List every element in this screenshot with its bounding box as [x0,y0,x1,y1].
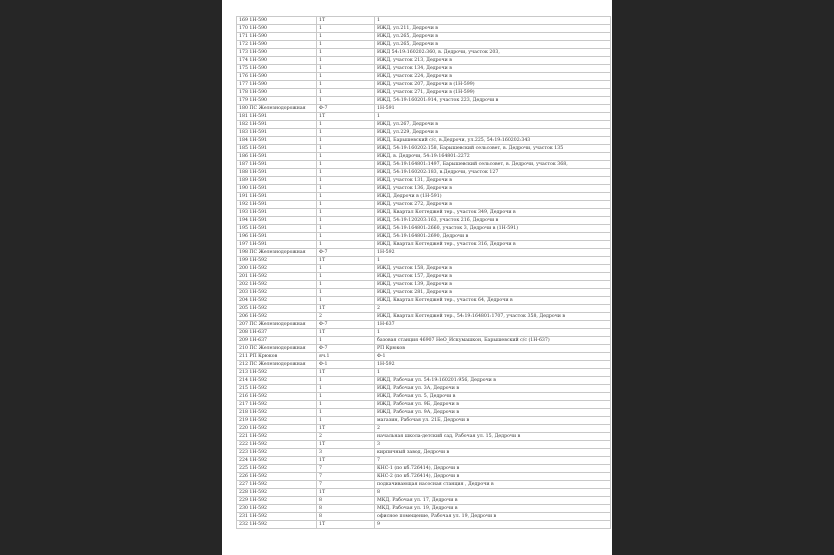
row-code-cell: 1 [317,57,375,65]
table-row [237,209,611,217]
row-id-cell: 175 1Н-590 [237,65,317,73]
table-row [237,81,611,89]
row-description-cell: ИЖД, 54:19:120203:163, участок 216, Дедрочи в [375,217,611,225]
row-code-cell: 1 [317,169,375,177]
table-row [237,401,611,409]
table-row [237,289,611,297]
table-row [237,113,611,121]
row-code-cell: 1 [317,137,375,145]
table-row [237,281,611,289]
table-row [237,417,611,425]
table-row [237,129,611,137]
row-description-cell: ИЖД, Рабочая ул. 5, Дедрочи в [375,393,611,401]
row-id-cell: 176 1Н-590 [237,73,317,81]
table-row [237,17,611,25]
row-code-cell: 1 [317,409,375,417]
table-row [237,233,611,241]
table-row [237,217,611,225]
row-description-cell: ИЖД, ул.265, Дедрочи в [375,41,611,49]
row-id-cell: 210 ПС Железнодорожная [237,345,317,353]
row-code-cell: 1 [317,33,375,41]
row-description-cell: Ф-1 [375,353,611,361]
row-id-cell: 215 1Н-592 [237,385,317,393]
row-code-cell: 1 [317,233,375,241]
table-row [237,33,611,41]
row-code-cell: 8 [317,505,375,513]
table-row [237,465,611,473]
row-id-cell: 229 1Н-592 [237,497,317,505]
row-description-cell: ИЖД, участок 136, Дедрочи в [375,185,611,193]
row-id-cell: 208 1Н-637 [237,329,317,337]
table-row [237,25,611,33]
table-row [237,433,611,441]
row-description-cell: КНС-2 (по кб.726414), Дедрочи в [375,473,611,481]
row-id-cell: 205 1Н-592 [237,305,317,313]
table-row [237,49,611,57]
table-row [237,145,611,153]
row-id-cell: 197 1Н-591 [237,241,317,249]
row-id-cell: 195 1Н-591 [237,225,317,233]
row-code-cell: 1 [317,153,375,161]
row-description-cell: ИЖД, 54:19:160202:183, в.Дедрочи, участок 127 [375,169,611,177]
table-row [237,297,611,305]
table-row [237,305,611,313]
row-code-cell: 1 [317,393,375,401]
row-description-cell: ИЖД, Рабочая ул. 3А, Дедрочи в [375,385,611,393]
row-description-cell: ИЖД, Квартал Коттеджей тер., участок 316, Дедрочи в [375,241,611,249]
row-description-cell: ИЖД, участок 213, Дедрочи в [375,57,611,65]
table-row [237,137,611,145]
row-description-cell: 1 [375,257,611,265]
row-id-cell: 218 1Н-592 [237,409,317,417]
row-id-cell: 206 1Н-592 [237,313,317,321]
row-description-cell: ИЖД, 54:19:160202:158, Барышевский сельсовет, в. Дедрочи, участок 135 [375,145,611,153]
row-id-cell: 228 1Н-592 [237,489,317,497]
row-description-cell: РП Крюков [375,345,611,353]
row-code-cell: 1 [317,49,375,57]
row-code-cell: 1 [317,193,375,201]
row-description-cell: ИЖД, участок 281, Дедрочи в [375,289,611,297]
row-description-cell: ИЖД, Квартал Коттеджей тер., 54:19:164801:1707, участок 358, Дедрочи в [375,313,611,321]
table-row [237,345,611,353]
row-code-cell: 1Т [317,425,375,433]
row-code-cell: 1Т [317,369,375,377]
row-description-cell: ИЖД, 54:19:164801:1497, Барышевский сельсовет, в. Дедрочи, участок 368, [375,161,611,169]
row-description-cell: начальная школа-детский сад, Рабочая ул. 15, Дедрочи в [375,433,611,441]
table-row [237,105,611,113]
row-id-cell: 196 1Н-591 [237,233,317,241]
table-row [237,241,611,249]
row-code-cell: 1 [317,97,375,105]
row-id-cell: 214 1Н-592 [237,377,317,385]
row-code-cell: 1 [317,25,375,33]
row-code-cell: 1Т [317,113,375,121]
table-row [237,473,611,481]
row-code-cell: 1Т [317,457,375,465]
row-description-cell: офисное помещение, Рабочая ул. 19, Дедрочи в [375,513,611,521]
row-code-cell: 1 [317,161,375,169]
row-code-cell: 1 [317,417,375,425]
row-description-cell: ИЖД, участок 131, Дедрочи в [375,177,611,185]
row-code-cell: 1 [317,401,375,409]
table-row [237,353,611,361]
row-description-cell: 1 [375,329,611,337]
row-code-cell: 7 [317,473,375,481]
row-code-cell: 1Т [317,329,375,337]
table-row [237,41,611,49]
row-code-cell: Ф-1 [317,361,375,369]
table-row [237,329,611,337]
table-row [237,361,611,369]
row-description-cell: ИЖД, 54:19:164801:2690, Дедрочи в [375,233,611,241]
row-id-cell: 172 1Н-590 [237,41,317,49]
table-row [237,169,611,177]
row-code-cell: 1Т [317,489,375,497]
row-code-cell: 1 [317,177,375,185]
row-id-cell: 200 1Н-592 [237,265,317,273]
row-id-cell: 183 1Н-591 [237,129,317,137]
table-row [237,489,611,497]
row-description-cell: ИЖД, 54:19:164801:2660, участок 3, Дедрочи в (1Н-591) [375,225,611,233]
table-row [237,73,611,81]
row-description-cell: кирпичный завод, Дедрочи в [375,449,611,457]
row-description-cell: ИЖД, Квартал Коттеджей тер., участок 64, Дедрочи в [375,297,611,305]
row-code-cell: 1 [317,385,375,393]
table-row [237,425,611,433]
row-description-cell: 8 [375,489,611,497]
row-description-cell: ИЖД, участок 134, Дедрочи в [375,65,611,73]
row-description-cell: МКД, Рабочая ул. 17, Дедрочи в [375,497,611,505]
row-description-cell: ИЖД, участок 139, Дедрочи в [375,281,611,289]
row-code-cell: 1 [317,289,375,297]
table-row [237,97,611,105]
table-row [237,225,611,233]
row-description-cell: ИЖД, участок 157, Дедрочи в [375,273,611,281]
row-code-cell: 1Т [317,441,375,449]
table-row [237,369,611,377]
row-description-cell: ИЖД, 54:19:160201:914, участок 223, Дедрочи в [375,97,611,105]
row-description-cell: ИЖД, участок 158, Дедрочи в [375,265,611,273]
row-id-cell: 178 1Н-590 [237,89,317,97]
row-code-cell: Ф-7 [317,321,375,329]
row-description-cell: ИЖД 54:19:160202:360, в. Дедрочи, участок 203, [375,49,611,57]
row-code-cell: 1 [317,281,375,289]
row-id-cell: 191 1Н-591 [237,193,317,201]
row-id-cell: 169 1Н-590 [237,17,317,25]
row-description-cell: МКД, Рабочая ул. 19, Дедрочи в [375,505,611,513]
row-code-cell: 2 [317,433,375,441]
row-description-cell: ИЖД, участок 272, Дедрочи в [375,201,611,209]
table-row [237,273,611,281]
row-code-cell: 1Т [317,305,375,313]
row-id-cell: 184 1Н-591 [237,137,317,145]
table-row [237,265,611,273]
row-code-cell: 1 [317,217,375,225]
row-description-cell: ИЖД, Дедрочи в (1Н-591) [375,193,611,201]
row-description-cell: 1 [375,113,611,121]
row-code-cell: 1 [317,73,375,81]
row-code-cell: 1Т [317,17,375,25]
row-description-cell: 3 [375,441,611,449]
row-code-cell: 1 [317,273,375,281]
row-id-cell: 217 1Н-592 [237,401,317,409]
row-description-cell: ИЖД, ул.211, Дедрочи в [375,25,611,33]
row-description-cell: 9 [375,521,611,529]
table-row [237,441,611,449]
document-table-body [237,17,611,529]
row-code-cell: 1 [317,297,375,305]
row-id-cell: 186 1Н-591 [237,153,317,161]
table-row [237,393,611,401]
row-id-cell: 211 РП Крюков [237,353,317,361]
row-code-cell: 1 [317,225,375,233]
row-id-cell: 190 1Н-591 [237,185,317,193]
table-row [237,65,611,73]
row-id-cell: 189 1Н-591 [237,177,317,185]
table-row [237,513,611,521]
row-description-cell: 1Н-592 [375,361,611,369]
row-id-cell: 225 1Н-592 [237,465,317,473]
row-description-cell: ИЖД, участок 224, Дедрочи в [375,73,611,81]
row-code-cell: 1 [317,89,375,97]
table-row [237,497,611,505]
table-row [237,257,611,265]
row-id-cell: 224 1Н-592 [237,457,317,465]
row-description-cell: 1Н-592 [375,249,611,257]
row-description-cell: магазин, Рабочая ул. 21Б, Дедрочи в [375,417,611,425]
row-description-cell: ИЖД, Рабочая ул. 9А, Дедрочи в [375,409,611,417]
row-id-cell: 226 1Н-592 [237,473,317,481]
row-code-cell: 7 [317,465,375,473]
table-row [237,337,611,345]
row-id-cell: 201 1Н-592 [237,273,317,281]
row-code-cell: 1 [317,377,375,385]
row-id-cell: 182 1Н-591 [237,121,317,129]
row-code-cell: 3 [317,449,375,457]
row-code-cell: 1 [317,209,375,217]
row-id-cell: 188 1Н-591 [237,169,317,177]
row-code-cell: 1Т [317,521,375,529]
row-code-cell: 1 [317,265,375,273]
row-description-cell: КНС-1 (по кб.726414), Дедрочи в [375,465,611,473]
row-description-cell: подкачивающая насосная станция , Дедрочи в [375,481,611,489]
table-row [237,449,611,457]
row-code-cell: 1 [317,121,375,129]
row-code-cell: 2 [317,313,375,321]
row-description-cell: ИЖД, участок 207, Дедрочи в (1Н-599) [375,81,611,89]
table-row [237,57,611,65]
row-id-cell: 232 1Н-592 [237,521,317,529]
row-code-cell: 1 [317,185,375,193]
row-id-cell: 203 1Н-592 [237,289,317,297]
row-code-cell: Ф-7 [317,105,375,113]
table-row [237,201,611,209]
row-id-cell: 185 1Н-591 [237,145,317,153]
row-id-cell: 213 1Н-592 [237,369,317,377]
table-row [237,385,611,393]
row-id-cell: 194 1Н-591 [237,217,317,225]
row-id-cell: 198 ПС Железнодорожная [237,249,317,257]
row-id-cell: 170 1Н-590 [237,25,317,33]
row-id-cell: 231 1Н-592 [237,513,317,521]
row-description-cell: 1Н-637 [375,321,611,329]
row-id-cell: 220 1Н-592 [237,425,317,433]
row-id-cell: 216 1Н-592 [237,393,317,401]
document-table [236,16,611,529]
table-row [237,313,611,321]
row-code-cell: 1 [317,337,375,345]
row-code-cell: яч.1 [317,353,375,361]
row-id-cell: 223 1Н-592 [237,449,317,457]
row-code-cell: Ф-7 [317,345,375,353]
table-row [237,185,611,193]
row-code-cell: 1 [317,81,375,89]
row-id-cell: 219 1Н-592 [237,417,317,425]
row-code-cell: 1 [317,129,375,137]
row-description-cell: ИЖД, Барышевский с/с, в.Дедрочи, ул.225, 54:19:160202:343 [375,137,611,145]
row-description-cell: 2 [375,305,611,313]
row-description-cell: базовая станция 46907 НеО_Искумашкон, Барышевский с/с (1Н-637) [375,337,611,345]
row-id-cell: 222 1Н-592 [237,441,317,449]
row-id-cell: 202 1Н-592 [237,281,317,289]
row-description-cell: ИЖД, Рабочая ул. 9Б, Дедрочи в [375,401,611,409]
table-row [237,409,611,417]
row-id-cell: 171 1Н-590 [237,33,317,41]
row-id-cell: 181 1Н-591 [237,113,317,121]
row-id-cell: 177 1Н-590 [237,81,317,89]
row-description-cell: ИЖД, Квартал Коттеджей тер., участок 349, Дедрочи в [375,209,611,217]
row-description-cell: ИЖД, в. Дедрочи, 54:19:164801:2272 [375,153,611,161]
row-code-cell: 1 [317,145,375,153]
row-code-cell: 1 [317,41,375,49]
row-id-cell: 227 1Н-592 [237,481,317,489]
row-description-cell: ИЖД, ул.267, Дедрочи в [375,121,611,129]
row-id-cell: 173 1Н-590 [237,49,317,57]
row-id-cell: 230 1Н-592 [237,505,317,513]
row-code-cell: 1 [317,65,375,73]
row-id-cell: 179 1Н-590 [237,97,317,105]
table-row [237,177,611,185]
row-id-cell: 180 ПС Железнодорожная [237,105,317,113]
row-code-cell: 1 [317,201,375,209]
row-id-cell: 174 1Н-590 [237,57,317,65]
document-page [222,0,612,555]
row-description-cell: ИЖД, ул.229, Дедрочи в [375,129,611,137]
table-row [237,457,611,465]
row-code-cell: 8 [317,513,375,521]
row-id-cell: 209 1Н-637 [237,337,317,345]
row-code-cell: 1 [317,241,375,249]
row-code-cell: 8 [317,497,375,505]
table-row [237,321,611,329]
table-row [237,121,611,129]
row-id-cell: 221 1Н-592 [237,433,317,441]
table-row [237,481,611,489]
table-row [237,153,611,161]
row-id-cell: 207 ПС Железнодорожная [237,321,317,329]
row-id-cell: 212 ПС Железнодорожная [237,361,317,369]
table-row [237,249,611,257]
table-row [237,505,611,513]
row-id-cell: 199 1Н-592 [237,257,317,265]
row-code-cell: Ф-7 [317,249,375,257]
row-description-cell: 2 [375,425,611,433]
table-row [237,89,611,97]
row-description-cell: 1Н-591 [375,105,611,113]
row-code-cell: 1Т [317,257,375,265]
table-row [237,161,611,169]
row-description-cell: 7 [375,457,611,465]
table-row [237,193,611,201]
row-description-cell: ИЖД, Рабочая ул. 54:19:160201:956, Дедрочи в [375,377,611,385]
table-row [237,521,611,529]
row-description-cell: ИЖД, участок 271, Дедрочи в (1Н-599) [375,89,611,97]
row-id-cell: 204 1Н-592 [237,297,317,305]
row-id-cell: 187 1Н-591 [237,161,317,169]
row-id-cell: 193 1Н-591 [237,209,317,217]
row-code-cell: 7 [317,481,375,489]
row-id-cell: 192 1Н-591 [237,201,317,209]
row-description-cell: 1 [375,17,611,25]
row-description-cell: 1 [375,369,611,377]
row-description-cell: ИЖД, ул.265, Дедрочи в [375,33,611,41]
table-row [237,377,611,385]
